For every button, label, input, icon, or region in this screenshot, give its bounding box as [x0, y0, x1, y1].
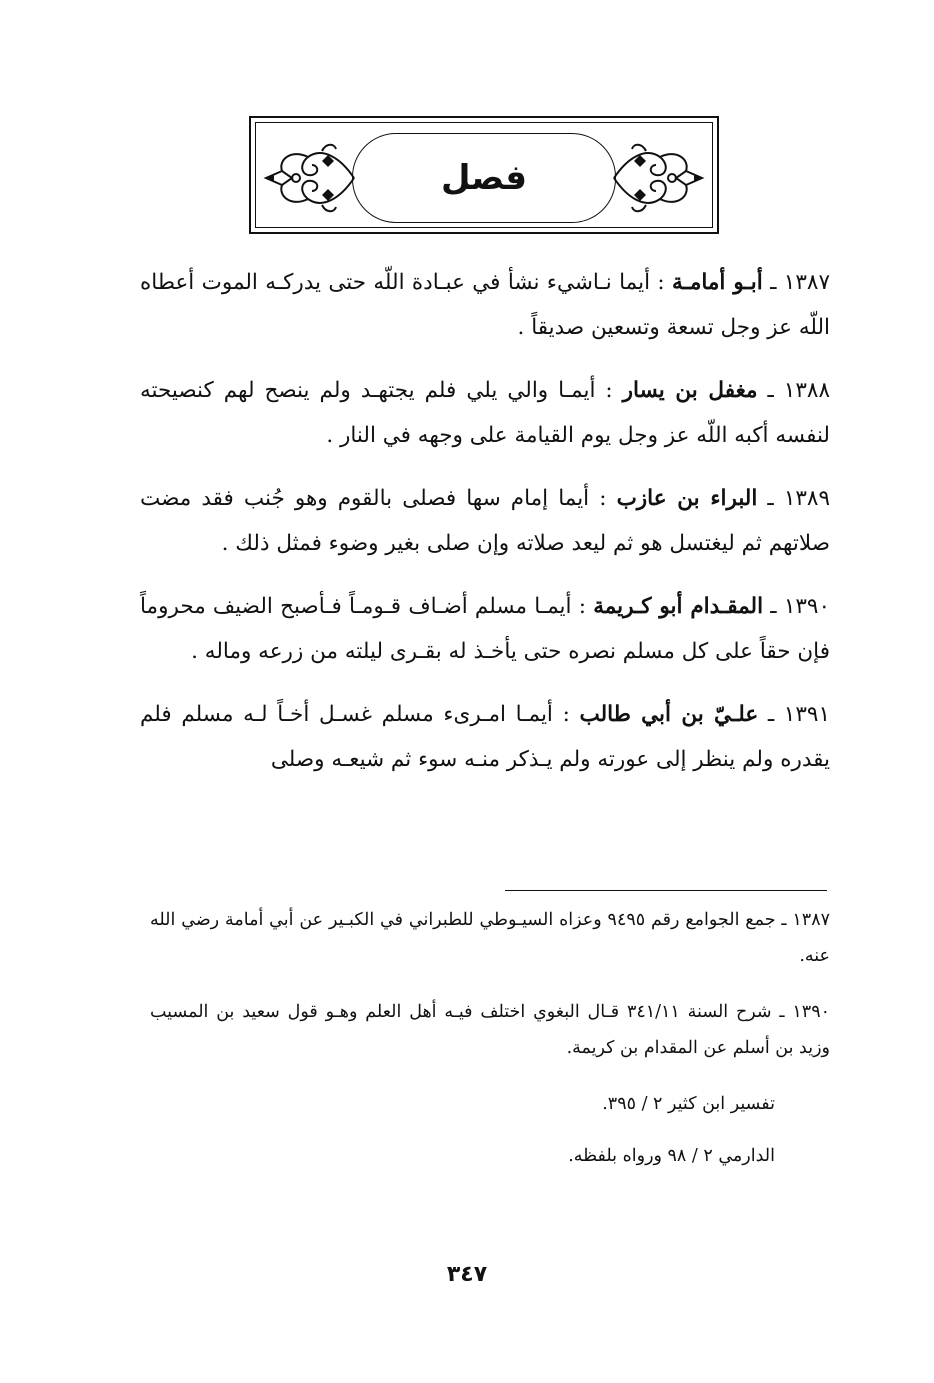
hadith-entry: ١٣٩٠ ـ المقـدام أبو كـريمة : أيمـا مسلم أضـاف قـومـاً فـأصبح الضيف محروماً فإن حقاً على كل مسلم نصره حتى يأخـذ له بقـرى ليلته من زرعه وماله .: [140, 594, 831, 664]
left-arabesque-ornament-icon: [262, 137, 358, 219]
hadith-text: أيما إمام سها فصلى بالقوم وهو جُنب فقد مضت صلاتهم ثم ليغتسل هو ثم ليعد صلاته وإن صلى بغير وضوء فمثل ذلك .: [140, 486, 830, 556]
footnote-reference: تفسير ابن كثير ٢ / ٣٩٥.: [602, 1094, 775, 1114]
section-title-capsule: [352, 133, 616, 223]
page-number: ٣٤٧: [446, 1262, 488, 1287]
footnote: ١٣٩٠ ـ شرح السنة ٣٤١/١١ قـال البغوي اختلف فيـه أهل العلم وهـو قول سعيد بن المسيب وزيد بن أسلم عن المقدام بن كريمة.: [150, 1002, 830, 1058]
hadith-entry: ١٣٨٩ ـ البراء بن عازب : أيما إمام سها فصلى بالقوم وهو جُنب فقد مضت صلاتهم ثم ليغتسل هو ثم ليعد صلاته وإن صلى بغير وضوء فمثل ذلك .: [140, 486, 831, 556]
footnotes: [150, 902, 830, 1190]
hadith-text: أيمـا امـرىء مسلم غسـل أخـاً لـه مسلم فلم يقدره ولم ينظر إلى عورته ولم يـذكر منـه سوء ثم شيعـه وصلى: [140, 702, 830, 772]
section-header-frame: [249, 116, 719, 234]
hadith-text: أيمـا مسلم أضـاف قـومـاً فـأصبح الضيف محروماً فإن حقاً على كل مسلم نصره حتى يأخـذ له بقـرى ليلته من زرعه وماله .: [140, 594, 830, 664]
right-arabesque-ornament-icon: [610, 137, 706, 219]
hadith-narrator: مغفل بن يسار: [622, 378, 758, 403]
hadith-entry: ١٣٨٨ ـ مغفل بن يسار : أيمـا والي يلي فلم يجتهـد ولم ينصح لهم كنصيحته لنفسه أكبه اللّه عز وجل يوم القيامة على وجهه في النار .: [140, 378, 830, 448]
hadith-list: [140, 260, 830, 800]
hadith-number: ١٣٩٠: [783, 594, 831, 619]
hadith-entry: ١٣٩١ ـ علـيّ بن أبي طالب : أيمـا امـرىء مسلم غسـل أخـاً لـه مسلم فلم يقدره ولم ينظر إلى عورته ولم يـذكر منـه سوء ثم شيعـه وصلى: [140, 702, 830, 772]
hadith-number: ١٣٨٨: [783, 378, 830, 403]
hadith-text: أيمـا والي يلي فلم يجتهـد ولم ينصح لهم كنصيحته لنفسه أكبه اللّه عز وجل يوم القيامة على وجهه في النار .: [140, 378, 830, 448]
hadith-narrator: المقـدام أبو كـريمة: [593, 594, 764, 619]
hadith-entry: ١٣٨٧ ـ أبـو أمامـة : أيما نـاشيء نشأ في عبـادة اللّه حتى يدركـه الموت أعطاه اللّه عز وجل تسعة وتسعين صديقاً .: [140, 270, 830, 340]
hadith-text: أيما نـاشيء نشأ في عبـادة اللّه حتى يدركـه الموت أعطاه اللّه عز وجل تسعة وتسعين صديقاً .: [140, 270, 830, 340]
footnote-reference: الدارمي ٢ / ٩٨ ورواه بلفظه.: [568, 1146, 775, 1166]
hadith-narrator: علـيّ بن أبي طالب: [579, 702, 759, 727]
hadith-narrator: أبـو أمامـة: [672, 270, 763, 295]
hadith-number: ١٣٩١: [783, 702, 830, 727]
section-title: فصل: [440, 158, 528, 198]
footnote-divider: [505, 890, 827, 891]
section-header-inner-border: [255, 122, 713, 228]
footnote: ١٣٨٧ ـ جمع الجوامع رقم ٩٤٩٥ وعزاه السيـوطي للطبراني في الكبـير عن أبي أمامة رضي الله عنه.: [150, 910, 830, 966]
hadith-narrator: البراء بن عازب: [616, 486, 758, 511]
hadith-number: ١٣٨٧: [783, 270, 830, 295]
hadith-number: ١٣٨٩: [783, 486, 831, 511]
